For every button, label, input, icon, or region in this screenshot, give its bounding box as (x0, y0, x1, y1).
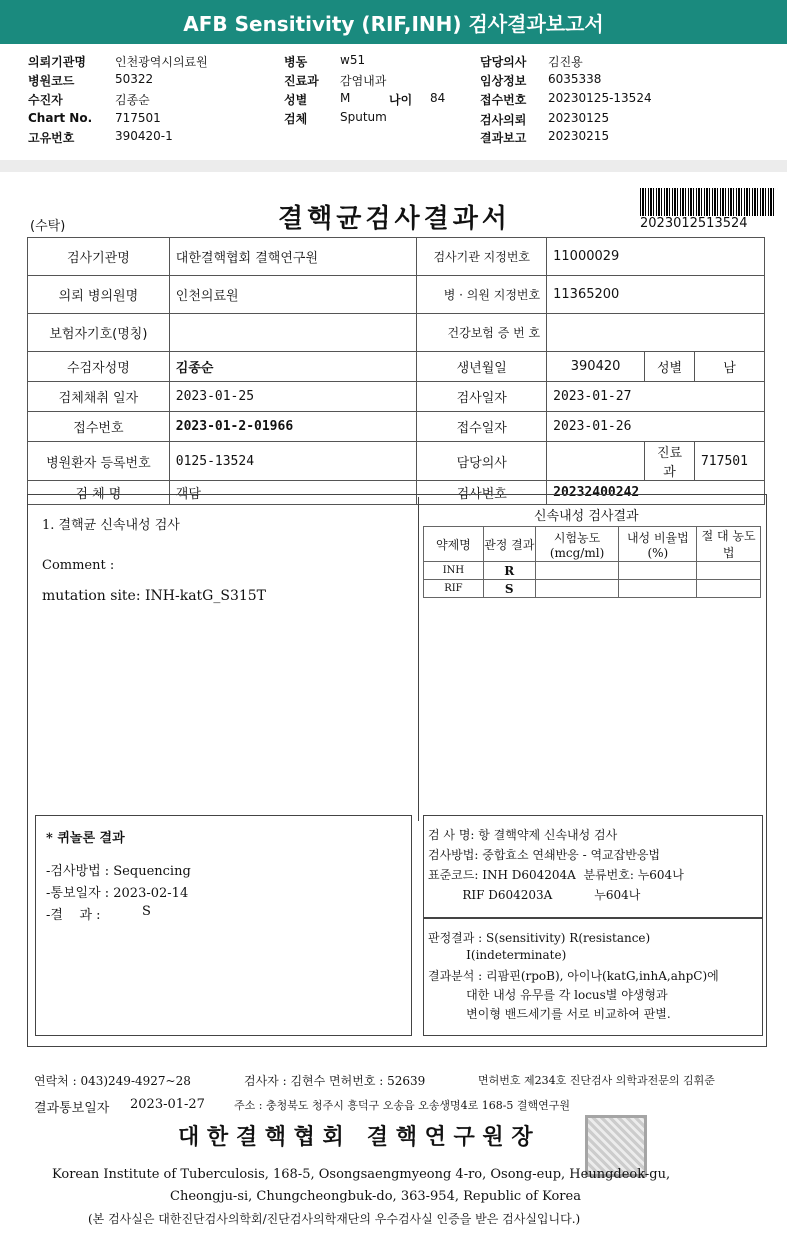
certification-note: (본 검사실은 대한진단검사의학회/진단검사의학재단의 우수검사실 인증을 받은 검사실입니다.) (88, 1212, 581, 1226)
drug-name: INH (424, 562, 484, 580)
health-value (547, 314, 765, 352)
table-row (28, 314, 765, 352)
notice-label: 결과통보일자 (34, 1101, 110, 1116)
report-header (0, 48, 787, 160)
rcpt-date-value: 2023-01-26 (547, 412, 765, 442)
doctor-label: 담당의사 (417, 442, 547, 481)
document-title: 결핵균검사결과서 (278, 204, 511, 234)
drug-conc (535, 580, 619, 598)
english-address-2: Cheongju-si, Chungcheongbuk-do, 363-954, Republic of Korea (170, 1189, 581, 1204)
separator-bar (0, 160, 787, 172)
req-code-label: 병 · 의원 지정번호 (417, 276, 547, 314)
table-row (28, 442, 765, 481)
ins-value (169, 314, 417, 352)
rcpt-date-label: 접수일자 (417, 412, 547, 442)
patient-info-table (27, 237, 765, 505)
hdr-value: 84 (430, 91, 446, 105)
drug-abs (697, 562, 761, 580)
table-row (424, 580, 761, 598)
report-banner: AFB Sensitivity (RIF,INH) 검사결과보고서 (0, 0, 787, 44)
inst-label: 검사기관명 (28, 238, 170, 276)
hdr-key: 진료과 (284, 74, 319, 88)
name-value: 김종순 (169, 352, 417, 382)
test-no-value: 20232400242 (547, 481, 765, 505)
coll-label: 검체채취 일자 (28, 382, 170, 412)
table-row (28, 238, 765, 276)
table-row (28, 276, 765, 314)
drug-name: RIF (424, 580, 484, 598)
dept-value: 717501 (694, 442, 764, 481)
reg-value: 0125-13524 (169, 442, 417, 481)
health-label: 건강보험 증 번 호 (417, 314, 547, 352)
hdr-value: 50322 (115, 72, 154, 86)
hdr-value: M (340, 91, 351, 105)
method-line: 표준코드: INH D604204A 분류번호: 누604나 (428, 868, 684, 882)
table-row (424, 527, 761, 562)
drug-ratio (619, 562, 697, 580)
table-row (28, 382, 765, 412)
interp-line: 변이형 밴드세기를 서로 비교하여 판별. (428, 1007, 671, 1021)
hdr-key: 임상정보 (480, 74, 527, 88)
drug-ratio (619, 580, 697, 598)
dept-label: 진료과 (645, 442, 695, 481)
hdr-value: 20230125-13524 (548, 91, 652, 105)
result-title: 신속내성 검사결과 (534, 509, 639, 524)
org-signature: 대 한 결 핵 협 회 결 핵 연 구 원 장 (178, 1124, 533, 1150)
col-header: 약제명 (424, 527, 484, 562)
col-header: 시험농도 (mcg/ml) (535, 527, 619, 562)
barcode-number: 2023012513524 (640, 216, 748, 231)
inst-code-value: 11000029 (547, 238, 765, 276)
ins-label: 보험자기호(명칭) (28, 314, 170, 352)
table-row (424, 562, 761, 580)
sex-label: 성별 (645, 352, 695, 382)
col-header: 관정 결과 (483, 527, 535, 562)
hdr-key: 검체 (284, 112, 308, 126)
name-label: 수검자성명 (28, 352, 170, 382)
quinolone-title: * 퀴놀론 결과 (46, 831, 125, 846)
hdr-value: 6035338 (548, 72, 602, 86)
req-code-value: 11365200 (547, 276, 765, 314)
birth-label: 생년월일 (417, 352, 547, 382)
hdr-key: 수진자 (28, 93, 63, 107)
inst-code-label: 검사기관 지정번호 (417, 238, 547, 276)
drug-result: S (483, 580, 535, 598)
hdr-key: 접수번호 (480, 93, 527, 107)
interp-line: 판정결과 : S(sensitivity) R(resistance) (428, 931, 651, 945)
drug-abs (697, 580, 761, 598)
hdr-value: w51 (340, 53, 366, 67)
hdr-key: 의뢰기관명 (28, 55, 86, 69)
hdr-key: 병동 (284, 55, 308, 69)
hdr-value: 390420-1 (115, 129, 173, 143)
tester: 검사자 : 김현수 면허번호 : 52639 (244, 1074, 426, 1088)
col-header: 절 대 농도법 (697, 527, 761, 562)
test-date-value: 2023-01-27 (547, 382, 765, 412)
interp-line: I(indeterminate) (428, 948, 567, 962)
quinolone-notify: -통보일자 : 2023-02-14 (46, 886, 189, 901)
inst-value: 대한결핵협회 결핵연구원 (169, 238, 417, 276)
interp-line: 대한 내성 유무를 각 locus별 야생형과 (428, 988, 668, 1002)
hdr-key: Chart No. (28, 111, 93, 125)
coll-value: 2023-01-25 (169, 382, 417, 412)
copy-label: (수탁) (30, 219, 66, 234)
vertical-divider (418, 497, 419, 821)
quinolone-result: S (142, 904, 151, 919)
hdr-key: 검사의뢰 (480, 113, 527, 127)
drug-result: R (483, 562, 535, 580)
comment-label: Comment : (42, 558, 115, 573)
hdr-value: 감염내과 (340, 74, 387, 88)
hdr-value: 김진용 (548, 55, 583, 69)
rcpt-label: 접수번호 (28, 412, 170, 442)
drug-conc (535, 562, 619, 580)
section-heading: 1. 결핵균 신속내성 검사 (42, 518, 180, 533)
address: 주소 : 충청북도 청주시 흥덕구 오송읍 오송생명4로 168-5 결핵연구원 (234, 1099, 571, 1112)
specialist: 면허번호 제234호 진단검사 의학과전문의 김휘준 (478, 1074, 715, 1087)
hdr-key: 담당의사 (480, 55, 527, 69)
method-line: 검 사 명: 항 결핵약제 신속내성 검사 (428, 828, 618, 842)
hdr-key: 성별 (284, 93, 308, 107)
susceptibility-table (423, 526, 761, 598)
hdr-value: 김종순 (115, 93, 150, 107)
method-line: RIF D604203A 누604나 (428, 888, 641, 902)
hdr-key: 고유번호 (28, 131, 75, 145)
table-row (28, 412, 765, 442)
req-label: 의뢰 병의원명 (28, 276, 170, 314)
quinolone-method: -검사방법 : Sequencing (46, 864, 191, 879)
hdr-key: 병원코드 (28, 74, 75, 88)
interp-line: 결과분석 : 리팜핀(rpoB), 아이나(katG,inhA,ahpC)에 (428, 969, 719, 983)
rcpt-value: 2023-01-2-01966 (169, 412, 417, 442)
quinolone-result-label: -결 과 : (46, 908, 101, 923)
contact: 연락처 : 043)249-4927~28 (34, 1074, 191, 1088)
test-no-label: 검사번호 (417, 481, 547, 505)
method-line: 검사방법: 중합효소 연쇄반응 - 역교잡반응법 (428, 848, 661, 862)
hdr-value: 인천광역시의료원 (115, 55, 208, 69)
reg-label: 병원환자 등록번호 (28, 442, 170, 481)
sex-value: 남 (694, 352, 764, 382)
hdr-value: Sputum (340, 110, 387, 124)
notice-date: 2023-01-27 (130, 1097, 205, 1112)
hdr-value: 20230125 (548, 111, 610, 125)
barcode (640, 188, 776, 216)
doctor-value (547, 442, 645, 481)
req-value: 인천의료원 (169, 276, 417, 314)
hdr-value: 717501 (115, 111, 161, 125)
english-address-1: Korean Institute of Tuberculosis, 168-5, Osongsaengmyeong 4-ro, Osong-eup, Heungdeok-gu, (52, 1167, 671, 1182)
col-header: 내성 비율법(%) (619, 527, 697, 562)
table-row (28, 352, 765, 382)
birth-value: 390420 (547, 352, 645, 382)
test-date-label: 검사일자 (417, 382, 547, 412)
quinolone-box (35, 815, 412, 1036)
hdr-key: 결과보고 (480, 131, 527, 145)
spec-value: 객담 (169, 481, 417, 505)
mutation-site: mutation site: INH-katG_S315T (42, 588, 267, 604)
spec-label: 검 체 명 (28, 481, 170, 505)
hdr-key: 나이 (389, 93, 413, 107)
hdr-value: 20230215 (548, 129, 610, 143)
